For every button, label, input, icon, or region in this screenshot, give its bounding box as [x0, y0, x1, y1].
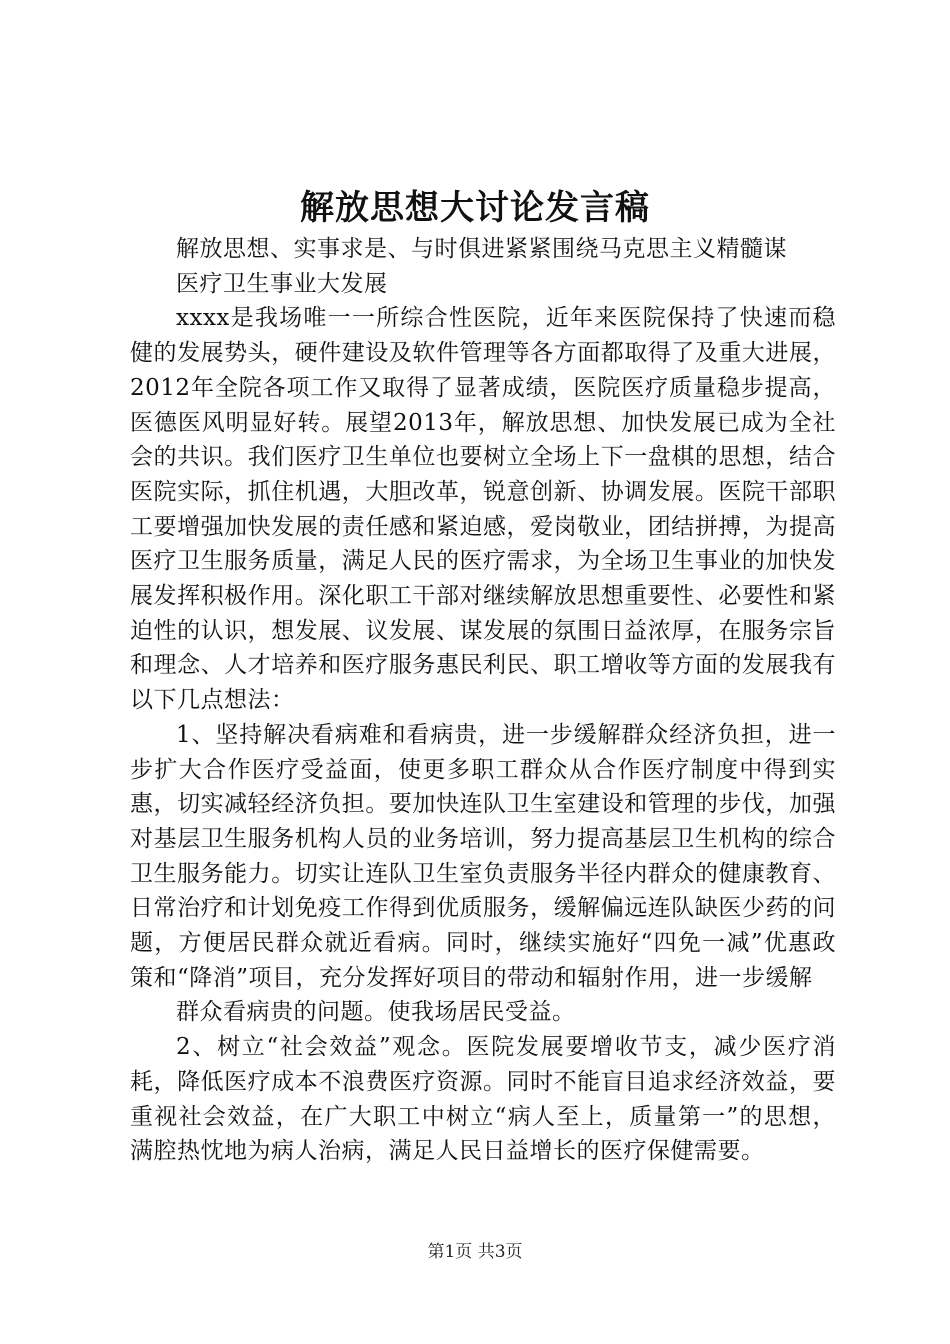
- paragraph-point-1-continued: 群众看病贵的问题。使我场居民受益。: [176, 999, 576, 1026]
- paragraph-heading-line-1: 解放思想、实事求是、与时俱进紧紧围绕马克思主义精髓谋: [176, 236, 787, 262]
- paragraph-heading-line-2: 医疗卫生事业大发展: [176, 270, 388, 297]
- paragraph-point-1: 1、坚持解决看病难和看病贵，进一步缓解群众经济负担，进一步扩大合作医疗受益面，使更多职工群众从合作医疗制度中得到实惠，切实减轻经济负担。要加快连队卫生室建设和管理的步伐，加强对基层卫生服务机构人员的业务培训，努力提高基层卫生机构的综合卫生服务能力。切实让连队卫生室负责服务半径内群众的健康教育、日常治疗和计划免疫工作得到优质服务，缓解偏远连队缺医少药的问题，方便居民群众就近看病。同时，继续实施好“四免一减”优惠政策和“降消”项目，充分发挥好项目的带动和辐射作用，进一步缓解: [130, 721, 836, 991]
- document-title: 解放思想大讨论发言稿: [300, 188, 650, 228]
- paragraph-point-2: 2、树立“社会效益”观念。医院发展要增收节支，减少医疗消耗，降低医疗成本不浪费医疗资源。同时不能盲目追求经济效益，要重视社会效益，在广大职工中树立“病人至上，质量第一”的思想，满腔热忱地为病人治病，满足人民日益增长的医疗保健需要。: [130, 1034, 836, 1165]
- page-footer: 第1页 共3页: [427, 1242, 523, 1262]
- document-body: [130, 232, 836, 1169]
- paragraph-intro: xxxx是我场唯一一所综合性医院，近年来医院保持了快速而稳健的发展势头，硬件建设及软件管理等各方面都取得了及重大进展，2012年全院各项工作又取得了显著成绩，医院医疗质量稳步提高，医德医风明显好转。展望2013年，解放思想、加快发展已成为全社会的共识。我们医疗卫生单位也要树立全场上下一盘棋的思想，结合医院实际，抓住机遇，大胆改革，锐意创新、协调发展。医院干部职工要增强加快发展的责任感和紧迫感，爱岗敬业，团结拼搏，为提高医疗卫生服务质量，满足人民的医疗需求，为全场卫生事业的加快发展发挥积极作用。深化职工干部对继续解放思想重要性、必要性和紧迫性的认识，想发展、议发展、谋发展的氛围日益浓厚，在服务宗旨和理念、人才培养和医疗服务惠民利民、职工增收等方面的发展我有以下几点想法：: [130, 305, 836, 714]
